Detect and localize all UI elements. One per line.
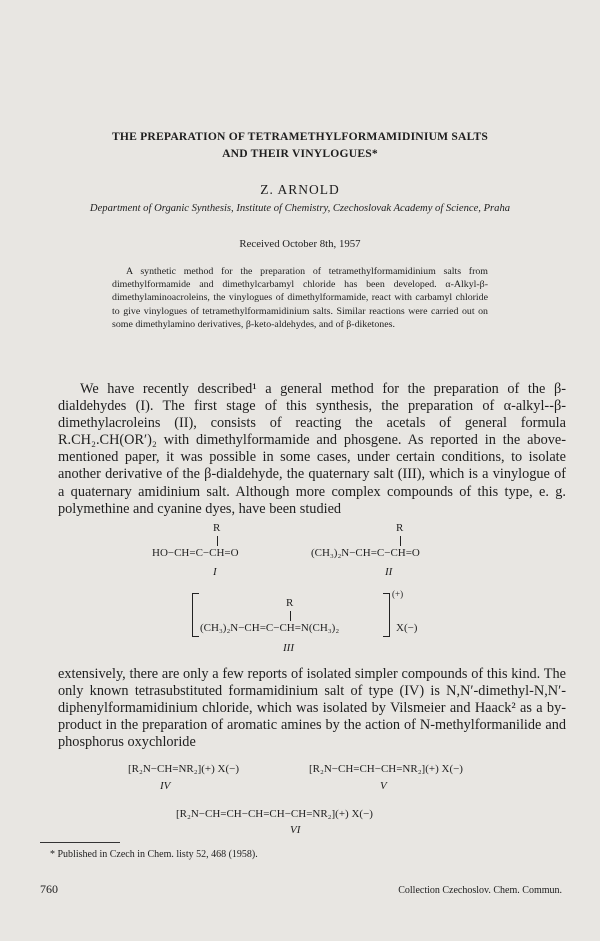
- label-i: I: [213, 566, 217, 578]
- bracket-right: [383, 593, 390, 637]
- bracket-left: [192, 593, 199, 637]
- label-vi: VI: [290, 824, 301, 836]
- received-date: Received October 8th, 1957: [239, 238, 361, 250]
- formula-iv: [R₂N−CH=NR₂](+) X(−): [128, 763, 239, 775]
- label-iii: III: [283, 642, 294, 654]
- title-line-2: AND THEIR VINYLOGUES*: [222, 147, 378, 160]
- formula-iii-anion: X(−): [396, 622, 418, 634]
- label-v: V: [380, 780, 387, 792]
- bond-line: [217, 536, 218, 546]
- formula-i-substituent: R: [213, 522, 221, 534]
- affiliation: Department of Organic Synthesis, Institute of Chemistry, Czechoslovak Academy of Science, Praha: [89, 203, 511, 214]
- page-number: 760: [40, 882, 58, 896]
- formula-iii-substituent: R: [286, 597, 294, 609]
- paper-title: [40, 128, 560, 162]
- title-line-1: THE PREPARATION OF TETRAMETHYLFORMAMIDINIUM SALTS: [111, 130, 489, 143]
- footnote: * Published in Czech in Chem. listy 52, 468 (1958).: [50, 849, 258, 860]
- journal-name: Collection Czechoslov. Chem. Commun.: [398, 885, 562, 896]
- bond-line: [400, 536, 401, 546]
- paragraph-2: extensively, there are only a few reports of isolated simpler compounds of this kind. The only known tetrasubstituted formamidinium salt of type (IV) is N,N′-dimethyl-N,N′-diphenylformamidinium chloride, which was isolated by Vilsmeier and Haack² as a by-product in the preparation of aromatic amines by the action of N-methylformanilide and phosphorus oxychloride: [58, 666, 566, 751]
- formula-ii: (CH₃)₂N−CH=C−CH=O: [311, 547, 420, 559]
- formula-v: [R₂N−CH=CH−CH=NR₂](+) X(−): [309, 763, 463, 775]
- author-name: Z. ARNOLD: [260, 182, 340, 197]
- formula-ii-substituent: R: [396, 522, 404, 534]
- label-iv: IV: [160, 780, 171, 792]
- formula-i: HO−CH=C−CH=O: [152, 547, 239, 559]
- footnote-rule: [40, 842, 120, 843]
- label-ii: II: [385, 566, 393, 578]
- formula-vi: [R₂N−CH=CH−CH=CH−CH=NR₂](+) X(−): [176, 808, 373, 820]
- abstract: A synthetic method for the preparation of tetramethylformamidinium salts from dimethylformamide and dimethylcarbamyl chloride has been developed. α-Alkyl-β-dimethylaminoacroleins, the vinylogues of dimethylformamide, react with carbamyl chloride to give vinylogues of tetramethylformamidinium salts. Similar reactions were carried out on some dimethylamino derivatives, β-keto-aldehydes, and of β-diketones.: [112, 266, 488, 330]
- bond-line: [290, 611, 291, 621]
- formula-iii: (CH₃)₂N−CH=C−CH=N(CH₃)₂: [200, 622, 340, 634]
- formula-iii-charge: (+): [392, 589, 404, 599]
- paragraph-1: We have recently described¹ a general method for the preparation of the β-dialdehydes (I). The first stage of this synthesis, the preparation of α-alkyl--β-dimethylacroleins (II), consists of reacting the acetals of general formula R.CH₂.CH(OR′)₂ with dimethylformamide and phosgene. As reported in the above-mentioned paper, it was possible in some cases, under certain conditions, to isolate another derivative of the β-dialdehyde, the quaternary salt (III), which is a vinylogue of a quaternary amidinium salt. Although more complex compounds of this type, e. g. polymethine and cyanine dyes, have been studied: [58, 381, 566, 517]
